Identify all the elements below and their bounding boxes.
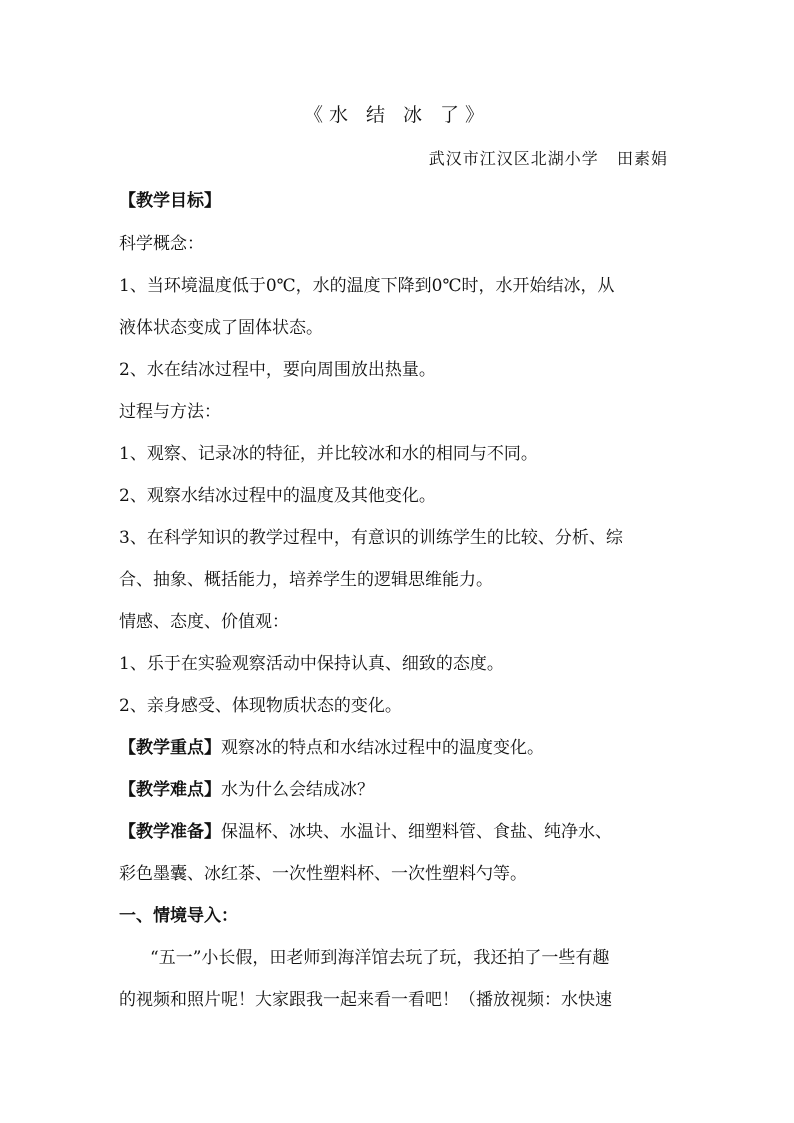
subheading-attitude-values: 情感、态度、价值观： <box>119 612 289 632</box>
subheading-science-concepts: 科学概念： <box>119 234 204 254</box>
paragraph-line: “五一”小长假，田老师到海洋馆去玩了玩，我还拍了一些有趣 <box>150 948 610 968</box>
paragraph-line: 液体状态变成了固体状态。 <box>119 318 323 338</box>
paragraph-line: 2、水在结冰过程中，要向周围放出热量。 <box>119 360 436 380</box>
paragraph-line: 合、抽象、概括能力，培养学生的逻辑思维能力。 <box>119 570 493 590</box>
section-heading-introduction: 一、情境导入： <box>119 906 238 926</box>
section-heading-key-points: 【教学重点】 <box>119 738 221 758</box>
paragraph-line: 彩色墨囊、冰红茶、一次性塑料杯、一次性塑料勺等。 <box>119 864 527 884</box>
paragraph-line: 的视频和照片呢！大家跟我一起来看一看吧！（播放视频：水快速 <box>119 990 612 1010</box>
paragraph-line: 2、亲身感受、体现物质状态的变化。 <box>119 696 402 716</box>
document-title: 《水 结 冰 了》 <box>303 104 491 126</box>
paragraph-line: 3、在科学知识的教学过程中，有意识的训练学生的比较、分析、综 <box>119 528 623 548</box>
section-heading-preparation: 【教学准备】 <box>119 822 221 842</box>
key-points-text: 观察冰的特点和水结冰过程中的温度变化。 <box>221 738 544 758</box>
paragraph-line: 2、观察水结冰过程中的温度及其他变化。 <box>119 486 436 506</box>
key-points-line <box>119 734 544 762</box>
author-line: 武汉市江汉区北湖小学 田素娟 <box>428 149 668 168</box>
preparation-text: 保温杯、冰块、水温计、细塑料管、食盐、纯净水、 <box>221 822 612 842</box>
paragraph-line: 1、乐于在实验观察活动中保持认真、细致的态度。 <box>119 654 504 674</box>
subheading-process-methods: 过程与方法： <box>119 402 221 422</box>
preparation-line <box>119 818 612 846</box>
difficulties-line <box>119 776 374 804</box>
section-heading-objectives: 【教学目标】 <box>119 191 221 211</box>
paragraph-line: 1、当环境温度低于0℃，水的温度下降到0℃时，水开始结冰，从 <box>119 276 615 296</box>
difficulties-text: 水为什么会结成冰？ <box>221 780 374 800</box>
paragraph-line: 1、观察、记录冰的特征，并比较冰和水的相同与不同。 <box>119 444 538 464</box>
section-heading-difficulties: 【教学难点】 <box>119 780 221 800</box>
